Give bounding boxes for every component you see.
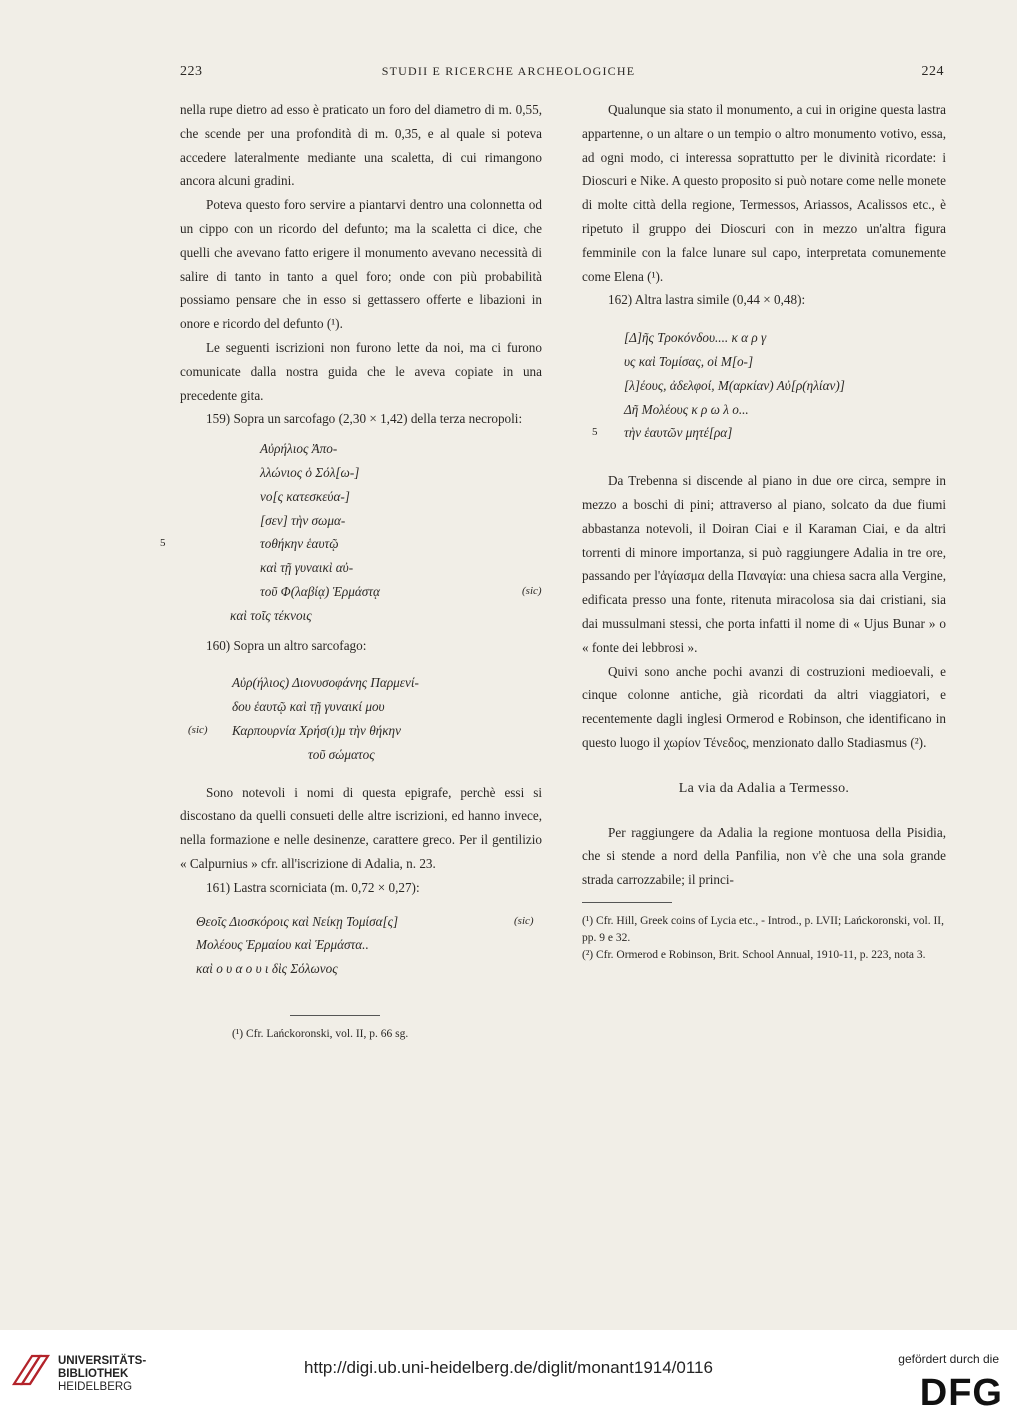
inscription-line: 5 τοθήκην ἑαυτῷ [260, 532, 542, 556]
footnote-rule [582, 902, 672, 903]
inscription-line: δου ἑαυτῷ καὶ τῇ γυναικί μου [232, 699, 385, 715]
inscription-line: Αὐρήλιος Ἀπο- [260, 441, 338, 457]
inscription-line: Μολέους Ἑρμαίου καὶ Ἑρμάστα.. [196, 937, 369, 953]
paragraph: Per raggiungere da Adalia la regione montuosa della Pisidia, che si stende a nord della Panfilia, non v'è che una sola grande strada carrozzabile; il princi- [582, 824, 946, 888]
inscription-162 [592, 326, 946, 445]
inscription-line: [Δ]ῆς Τροκόνδου.... κ α ρ γ [624, 330, 767, 346]
inscription-line: Αὐρ(ήλιος) Διονυσοφάνης Παρμενί- [232, 675, 419, 691]
left-column [160, 98, 542, 1043]
paragraph: Sono notevoli i nomi di questa epigrafe, perchè essi si discostano da quelli consueti delle altre iscrizioni, ed hanno invece, nella formazione e nelle desinenze, carattere greco. Per il gentilizio « Calpurnius » cfr. all'iscrizione di Adalia, n. 23. [180, 784, 542, 871]
paragraph: Quivi sono anche pochi avanzi di costruzioni medioevali, e cinque colonne antiche, già ricordati da altri viaggiatori, e recentemente dagli inglesi Ormerod e Robinson, che identificano in questo luogo il χωρίον Τένεδος, menzionato dallo Stadiasmus (²). [582, 663, 946, 750]
footnote: (¹) Cfr. Hill, Greek coins of Lycia etc., - Introd., p. LVII; Lańckoronski, vol. II, pp. 9 e 32. [582, 914, 944, 944]
page-number-right: 224 [921, 64, 944, 79]
inscription-line: (sic) Καρπουρνία Χρήσ(ι)μ τὴν θήκην [232, 719, 542, 743]
inscription-line: Θεοῖς Διοσκόροις καὶ Νείκῃ Τομίσα[ς] (sic) [196, 910, 542, 934]
inscription-line: [λ]έους, ἀδελφοί, Μ(αρκίαν) Αὐ[ρ(ηλίαν)] [624, 377, 845, 393]
inscription-line: καὶ τοῖς τέκνοις [230, 607, 312, 623]
paragraph: 159) Sopra un sarcofago (2,30 × 1,42) della terza necropoli: [206, 411, 523, 427]
right-column [582, 98, 946, 964]
library-name: UNIVERSITÄTS- BIBLIOTHEK HEIDELBERG [58, 1355, 147, 1393]
section-title: La via da Adalia a Termesso. [678, 780, 850, 796]
footnote: (²) Cfr. Ormerod e Robinson, Brit. School Annual, 1910-11, p. 223, nota 3. [582, 948, 926, 961]
paragraph: 161) Lastra scorniciata (m. 0,72 × 0,27): [206, 879, 420, 895]
paragraph: 160) Sopra un altro sarcofago: [206, 637, 367, 653]
line-number: 5 [160, 537, 166, 550]
line-number: 5 [592, 426, 598, 439]
inscription-line: καὶ τῇ γυναικὶ αὐ- [260, 560, 354, 576]
footnote: (¹) Cfr. Lańckoronski, vol. II, p. 66 sg. [232, 1027, 409, 1040]
source-url[interactable]: http://digi.ub.uni-heidelberg.de/diglit/monant1914/0116 [304, 1358, 713, 1377]
sic-marker: (sic) [188, 723, 208, 736]
inscription-line: [σεν] τὴν σωμα- [260, 512, 346, 528]
inscription-line: λλώνιος ὁ Σόλ[ω-] [260, 464, 360, 480]
paragraph: Qualunque sia stato il monumento, a cui in origine questa lastra appartenne, o un altare o un tempio o altro monumento votivo, essa, ad ogni modo, ci interessa soprattutto per le divinità ricordate: i Dioscuri e Nike. A questo proposito si può notare come nelle monete di molte città della regione, Termessos, Ariassos, Acalissos etc., è ripetuto il gruppo dei Dioscuri con in mezzo un'altra figura femminile con la falce lunare sul capo, interpretata comunemente come Elena (¹). [582, 102, 946, 284]
inscription-line: 5 τὴν ἑαυτῶν μητέ[ρα] [624, 421, 946, 445]
sic-marker: (sic) [514, 914, 534, 927]
paragraph: Poteva questo foro servire a piantarvi dentro una colonnetta od un cippo con un ricordo del defunto; ma la scaletta ci dice, che quelli che avevano fatto erigere il monumento avevano necessità di salire di tanto in tanto a quel foro; onde con più probabilità possiamo pensare che in esso si gettassero offerte e libazioni in onore e ricordo del defunto (¹). [180, 197, 542, 332]
inscription-line: νο[ς κατεσκεύα-] [260, 488, 350, 504]
paragraph: Le seguenti iscrizioni non furono lette da noi, ma ci furono comunicate dalla nostra guida che le aveva copiate in una precedente gita. [180, 339, 542, 403]
inscription-line: τοῦ σώματος [308, 746, 375, 762]
inscription-160 [188, 671, 542, 766]
footnote-rule [290, 1015, 380, 1016]
page-number-left: 223 [180, 64, 203, 79]
inscription-line: τοῦ Φ(λαβίᾳ) Ἑρμάστᾳ (sic) [260, 580, 542, 604]
inscription-161 [196, 910, 542, 981]
paragraph: Da Trebenna si discende al piano in due ore circa, sempre in mezzo a boschi di pini; attraverso al piano, solcato da due fiumi abbastanza notevoli, il Doiran Ciai e il Karaman Ciai, e da altri torrenti di minore importanza, si può raggiungere Adalia in tre ore, passando per l'ἁγίασμα della Παναγία: una chiesa sacra alla Vergine, edificata presso una fonte, ritenuta miracolosa sia dai cristiani, sia dai mussulmani stessi, che porta infatti il nome di « Ujus Bunar » o « fonte dei lebbrosi ». [582, 473, 946, 655]
dfg-logo: DFG [919, 1372, 1003, 1414]
funding-note: gefördert durch die [898, 1352, 999, 1366]
paragraph: 162) Altra lastra simile (0,44 × 0,48): [608, 292, 806, 308]
inscription-line: Δῆ Μολέους κ ρ ω λ ο... [624, 401, 749, 417]
inscription-159 [160, 437, 542, 627]
inscription-line: καὶ ο υ α ο υ ι δὶς Σόλωνος [196, 961, 338, 977]
running-title: STUDII E RICERCHE ARCHEOLOGICHE [381, 64, 636, 78]
paragraph: nella rupe dietro ad esso è praticato un foro del diametro di m. 0,55, che scende per una profondità di m. 0,35, e al quale si poteva accedere lateralmente mediante una scaletta, di cui rimangono ancora alcuni gradini. [180, 102, 542, 189]
inscription-line: υς καὶ Τομίσας, οἱ Μ[ο-] [624, 353, 754, 369]
sic-marker: (sic) [522, 584, 542, 597]
